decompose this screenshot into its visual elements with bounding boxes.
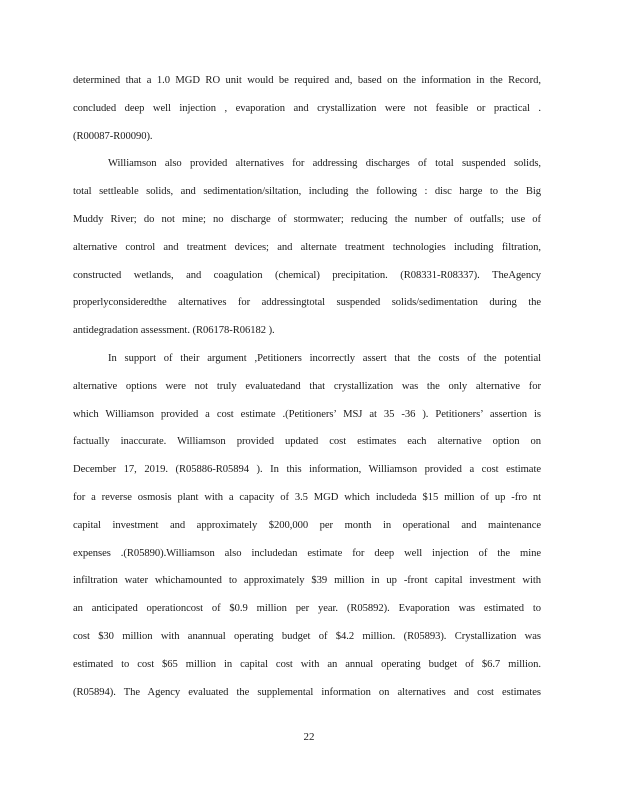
body-text (73, 67, 541, 706)
text-line: December 17, 2019. (R05886-R05894 ). In this information, Williamson provided a cost estimate (73, 464, 541, 476)
text-line: In support of their argument ,Petitioners incorrectly assert that the costs of the potential (108, 352, 541, 364)
text-line: estimated to cost $65 million in capital cost with an annual operating budget of $6.7 million. (73, 658, 541, 670)
text-line: which Williamson provided a cost estimate .(Petitioners’ MSJ at 35 -36 ). Petitioners’ assertion is (73, 408, 541, 420)
text-line: determined that a 1.0 MGD RO unit would be required and, based on the information in the Record, (73, 75, 541, 86)
text-line: an anticipated operationcost of $0.9 million per year. (R05892). Evaporation was estimated to (73, 603, 541, 615)
paragraph-3 (73, 345, 541, 706)
text-line: infiltration water whichamounted to approximately $39 million in up -front capital investment with (73, 575, 541, 587)
paragraph-2 (73, 150, 541, 345)
page-number: 22 (303, 731, 315, 743)
text-line: concluded deep well injection , evaporation and crystallization were not feasible or practical . (73, 102, 541, 114)
text-line: alternative control and treatment devices; and alternate treatment technologies including filtration, (73, 241, 541, 253)
text-line: (R05894). The Agency evaluated the supplemental information on alternatives and cost estimates (73, 686, 541, 698)
text-line: for a reverse osmosis plant with a capacity of 3.5 MGD which includeda $15 million of up -fro nt (73, 491, 541, 503)
text-line: properlyconsideredthe alternatives for addressingtotal suspended solids/sedimentation during the (73, 297, 541, 309)
text-line: (R00087-R00090). (73, 130, 153, 142)
text-line: cost $30 million with anannual operating budget of $4.2 million. (R05893). Crystallization was (73, 630, 541, 642)
text-line: antidegradation assessment. (R06178-R06182 ). (73, 325, 275, 337)
text-line: expenses .(R05890).Williamson also includedan estimate for deep well injection of the mine (73, 547, 541, 559)
text-line: capital investment and approximately $200,000 per month in operational and maintenance (73, 519, 541, 531)
text-line: factually inaccurate. Williamson provided updated cost estimates each alternative option on (73, 436, 541, 448)
text-line: total settleable solids, and sedimentation/siltation, including the following : disc harge to the Big (73, 186, 541, 198)
text-line: constructed wetlands, and coagulation (chemical) precipitation. (R08331-R08337). TheAgency (73, 269, 541, 281)
paragraph-1 (73, 67, 541, 150)
text-line: alternative options were not truly evaluatedand that crystallization was the only alternative for (73, 380, 541, 392)
text-line: Muddy River; do not mine; no discharge of stormwater; reducing the number of outfalls; use of (73, 213, 541, 225)
text-line: Williamson also provided alternatives for addressing discharges of total suspended solids, (108, 158, 541, 170)
